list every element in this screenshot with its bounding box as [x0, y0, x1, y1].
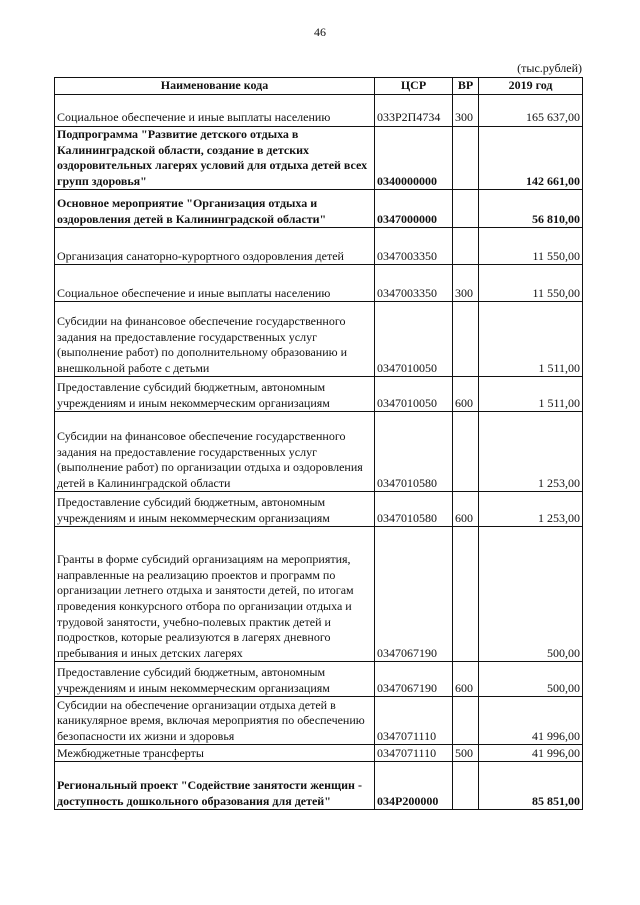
row-amount: 500,00: [479, 662, 583, 697]
row-vr: 600: [453, 377, 479, 412]
table-row: [55, 377, 583, 412]
row-csr: 0347067190: [375, 662, 453, 697]
row-name: Субсидии на обеспечение организации отдыха детей в каникулярное время, включая мероприятия по обеспечению безопасности их жизни и здоровья: [55, 697, 375, 745]
row-vr: [453, 228, 479, 265]
row-csr: 0347003350: [375, 265, 453, 302]
row-vr: [453, 302, 479, 377]
row-vr: 300: [453, 95, 479, 127]
row-csr: 0347000000: [375, 190, 453, 228]
row-name: Подпрограмма "Развитие детского отдыха в Калининградской области, создание в детских оздоровительных лагерях условий для отдыха детей всех групп здоровья": [55, 127, 375, 190]
row-amount: 1 511,00: [479, 302, 583, 377]
row-vr: 600: [453, 662, 479, 697]
table-row: [55, 412, 583, 492]
table-row: [55, 228, 583, 265]
row-vr: 600: [453, 492, 479, 527]
table-row: [55, 662, 583, 697]
row-amount: 500,00: [479, 527, 583, 662]
row-amount: 11 550,00: [479, 228, 583, 265]
row-vr: [453, 527, 479, 662]
row-csr: 0347067190: [375, 527, 453, 662]
row-vr: [453, 190, 479, 228]
page-number: 46: [314, 25, 326, 39]
row-name: Субсидии на финансовое обеспечение государственного задания на предоставление государственных услуг (выполнение работ) по дополнительному образованию и внешкольной работе с детьми: [55, 302, 375, 377]
row-csr: 0347010050: [375, 302, 453, 377]
table-row: [55, 190, 583, 228]
row-name: Межбюджетные трансферты: [55, 745, 375, 762]
row-name: Организация санаторно-курортного оздоровления детей: [55, 228, 375, 265]
row-amount: 142 661,00: [479, 127, 583, 190]
row-amount: 1 253,00: [479, 412, 583, 492]
table-row: [55, 492, 583, 527]
row-csr: 0347071110: [375, 745, 453, 762]
row-amount: 85 851,00: [479, 762, 583, 810]
table-row: [55, 95, 583, 127]
table-row: [55, 265, 583, 302]
row-name: Предоставление субсидий бюджетным, автономным учреждениям и иным некоммерческим организациям: [55, 492, 375, 527]
table-row: [55, 745, 583, 762]
row-csr: 0347010580: [375, 412, 453, 492]
table-row: [55, 302, 583, 377]
row-name: Предоставление субсидий бюджетным, автономным учреждениям и иным некоммерческим организациям: [55, 377, 375, 412]
row-vr: [453, 127, 479, 190]
row-name: Субсидии на финансовое обеспечение государственного задания на предоставление государственных услуг (выполнение работ) по организации отдыха и оздоровления детей в Калининградской области: [55, 412, 375, 492]
row-vr: [453, 412, 479, 492]
row-csr: 0347071110: [375, 697, 453, 745]
header-vr: ВР: [453, 78, 479, 95]
row-csr: 034P200000: [375, 762, 453, 810]
row-amount: 41 996,00: [479, 745, 583, 762]
unit-note: (тыс.рублей): [517, 61, 582, 75]
table-row: [55, 527, 583, 662]
row-amount: 41 996,00: [479, 697, 583, 745]
header-row: [55, 78, 583, 95]
row-csr: 0347010050: [375, 377, 453, 412]
row-vr: 500: [453, 745, 479, 762]
row-amount: 56 810,00: [479, 190, 583, 228]
row-csr: 033P2П4734: [375, 95, 453, 127]
row-amount: 165 637,00: [479, 95, 583, 127]
row-name: Предоставление субсидий бюджетным, автономным учреждениям и иным некоммерческим организациям: [55, 662, 375, 697]
row-csr: 0340000000: [375, 127, 453, 190]
row-amount: 1 511,00: [479, 377, 583, 412]
row-amount: 11 550,00: [479, 265, 583, 302]
budget-table: [54, 77, 583, 810]
table-row: [55, 127, 583, 190]
row-csr: 0347010580: [375, 492, 453, 527]
row-vr: [453, 762, 479, 810]
row-vr: 300: [453, 265, 479, 302]
row-amount: 1 253,00: [479, 492, 583, 527]
table-row: [55, 762, 583, 810]
header-year: 2019 год: [479, 78, 583, 95]
row-name: Гранты в форме субсидий организациям на мероприятия, направленные на реализацию проектов и программ по организации летнего отдыха и занятости детей, по итогам проведения конкурсного отбора по организации отдыха и трудовой занятости, учебно-полевых практик детей и подростков, которые реализуются в лагерях дневного пребывания и иных детских лагерях: [55, 527, 375, 662]
table-row: [55, 697, 583, 745]
row-name: Социальное обеспечение и иные выплаты населению: [55, 95, 375, 127]
row-name: Социальное обеспечение и иные выплаты населению: [55, 265, 375, 302]
row-name: Региональный проект "Содействие занятости женщин - доступность дошкольного образования для детей": [55, 762, 375, 810]
row-csr: 0347003350: [375, 228, 453, 265]
row-vr: [453, 697, 479, 745]
header-name: Наименование кода: [55, 78, 375, 95]
header-csr: ЦСР: [375, 78, 453, 95]
row-name: Основное мероприятие "Организация отдыха и оздоровления детей в Калининградской области": [55, 190, 375, 228]
